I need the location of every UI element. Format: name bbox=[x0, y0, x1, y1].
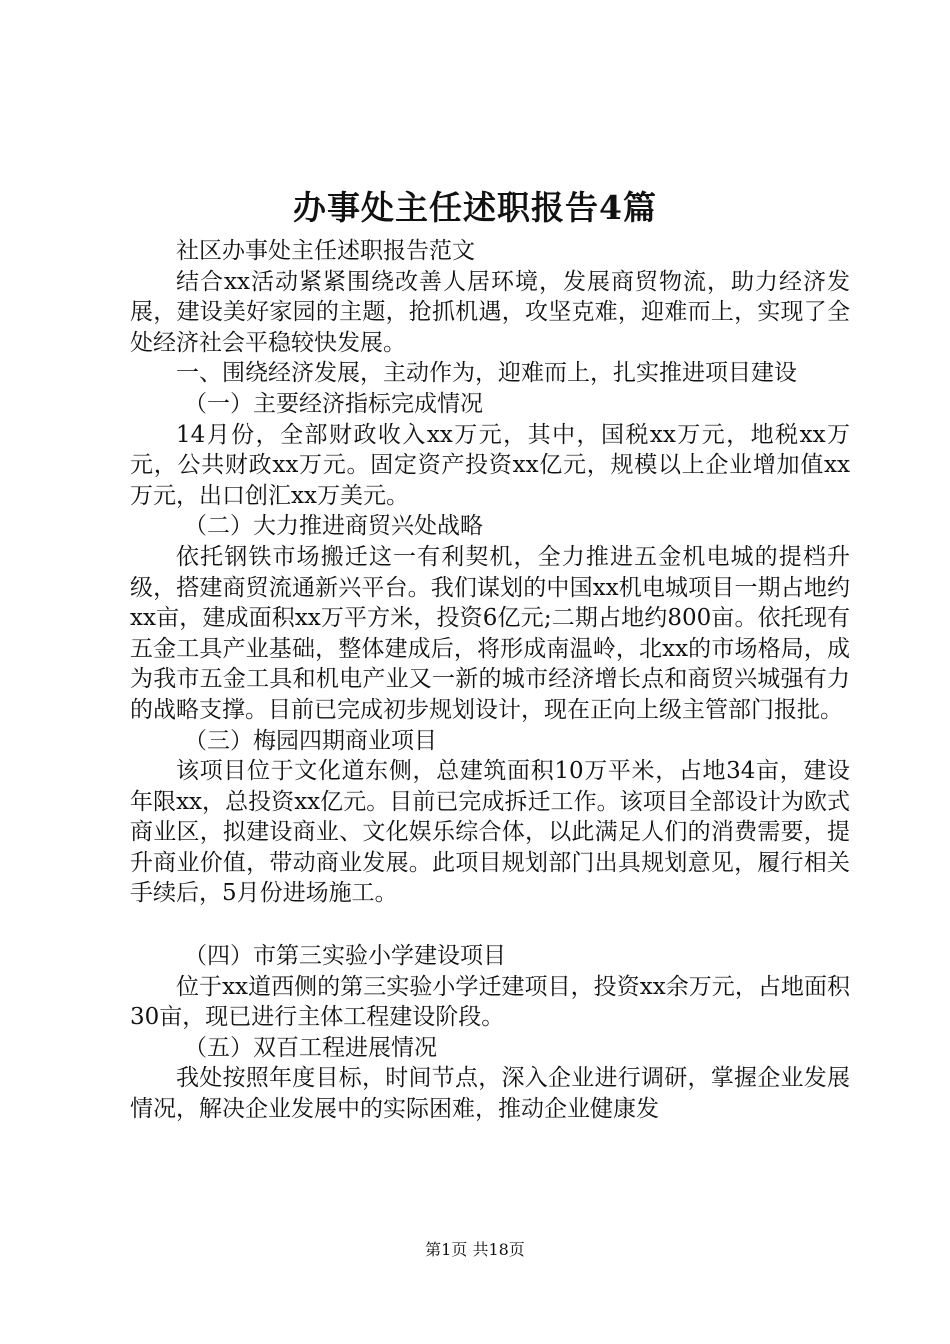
subsection-heading: （四）市第三实验小学建设项目 bbox=[184, 943, 507, 970]
paragraph-subtitle: 社区办事处主任述职报告范文 bbox=[176, 238, 475, 264]
subsection-heading: （五）双百工程进展情况 bbox=[184, 1034, 438, 1061]
section-heading: 一、围绕经济发展，主动作为，迎难而上，扎实推进项目建设 bbox=[176, 360, 797, 387]
paragraph: 位于xx道西侧的第三实验小学迁建项目，投资xx余万元，占地面积30亩，现已进行主体工程建设阶段。 bbox=[130, 973, 850, 1031]
subsection-heading: （一）主要经济指标完成情况 bbox=[184, 390, 484, 417]
document-body bbox=[130, 236, 850, 1125]
blank-line bbox=[130, 909, 850, 941]
paragraph: 14月份，全部财政收入xx万元，其中，国税xx万元，地税xx万元，公共财政xx万元。固定资产投资xx亿元，规模以上企业增加值xx万元，出口创汇xx万美元。 bbox=[130, 421, 850, 509]
paragraph: 结合xx活动紧紧围绕改善人居环境，发展商贸物流，助力经济发展，建设美好家园的主题，抢抓机遇，攻坚克难，迎难而上，实现了全处经济社会平稳较快发展。 bbox=[130, 268, 850, 356]
paragraph: 依托钢铁市场搬迁这一有利契机，全力推进五金机电城的提档升级，搭建商贸流通新兴平台。我们谋划的中国xx机电城项目一期占地约xx亩，建成面积xx万平方米，投资6亿元;二期占地约800亩。依托现有五金工具产业基础，整体建成后，将形成南温岭，北xx的市场格局，成为我市五金工具和机电产业又一新的城市经济增长点和商贸兴城强有力的战略支撑。目前已完成初步规划设计，现在正向上级主管部门报批。 bbox=[130, 543, 850, 723]
subsection-heading: （二）大力推进商贸兴处战略 bbox=[184, 513, 484, 540]
page-number-footer: 第1页 共18页 bbox=[425, 1240, 525, 1259]
paragraph: 该项目位于文化道东侧，总建筑面积10万平米，占地34亩，建设年限xx，总投资xx亿元。目前已完成拆迁工作。该项目全部设计为欧式商业区，拟建设商业、文化娱乐综合体，以此满足人们的消费需要，提升商业价值，带动商业发展。此项目规划部门出具规划意见，履行相关手续后，5月份进场施工。 bbox=[130, 758, 850, 907]
document-title: 办事处主任述职报告4篇 bbox=[293, 188, 657, 227]
subsection-heading: （三）梅园四期商业项目 bbox=[184, 727, 438, 754]
paragraph: 我处按照年度目标，时间节点，深入企业进行调研，掌握企业发展情况，解决企业发展中的实际困难，推动企业健康发 bbox=[130, 1065, 850, 1123]
